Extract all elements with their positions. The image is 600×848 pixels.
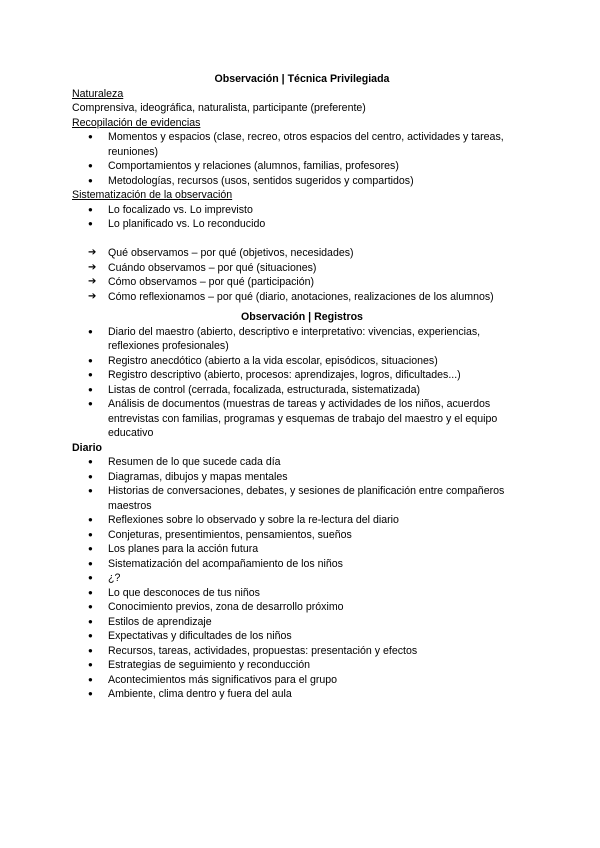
list-item: ● Lo focalizado vs. Lo imprevisto xyxy=(72,203,532,218)
list-item: ● Lo que desconoces de tus niños xyxy=(72,586,532,601)
list-item: ● Expectativas y dificultades de los niños xyxy=(72,629,532,644)
list-item: ● Comportamientos y relaciones (alumnos, familias, profesores) xyxy=(72,159,532,174)
spacer xyxy=(72,232,532,247)
list-registros xyxy=(72,325,532,441)
list-item: ● Listas de control (cerrada, focalizada, estructurada, sistematizada) xyxy=(72,383,532,398)
arrow-item: ➔ Cómo reflexionamos – por qué (diario, anotaciones, realizaciones de los alumnos) xyxy=(72,290,532,305)
list-item: ● Los planes para la acción futura xyxy=(72,542,532,557)
list-recopilacion xyxy=(72,130,532,188)
list-arrows xyxy=(72,246,532,304)
list-diario xyxy=(72,455,532,702)
list-item: ● Conocimiento previos, zona de desarrollo próximo xyxy=(72,600,532,615)
title-observacion-tecnica: Observación | Técnica Privilegiada xyxy=(214,73,390,85)
list-item: ● Historias de conversaciones, debates, y sesiones de planificación entre compañeros maestros xyxy=(72,484,532,513)
list-item: ● Conjeturas, presentimientos, pensamientos, sueños xyxy=(72,528,532,543)
list-item: ● ¿? xyxy=(72,571,532,586)
list-item: ● Momentos y espacios (clase, recreo, otros espacios del centro, actividades y tareas, reuniones) xyxy=(72,130,532,159)
heading-naturaleza: Naturaleza xyxy=(72,87,124,100)
heading-recopilacion: Recopilación de evidencias xyxy=(72,116,201,129)
list-item: ● Diario del maestro (abierto, descriptivo e interpretativo: vivencias, experiencias, reflexiones profesionales) xyxy=(72,325,532,354)
list-item: ● Metodologías, recursos (usos, sentidos sugeridos y compartidos) xyxy=(72,174,532,189)
document-content xyxy=(72,72,532,702)
list-item: ● Diagramas, dibujos y mapas mentales xyxy=(72,470,532,485)
list-item: ● Sistematización del acompañamiento de los niños xyxy=(72,557,532,572)
list-sistematizacion xyxy=(72,203,532,232)
arrow-item: ➔ Qué observamos – por qué (objetivos, necesidades) xyxy=(72,246,532,261)
list-item: ● Resumen de lo que sucede cada día xyxy=(72,455,532,470)
arrow-item: ➔ Cómo observamos – por qué (participación) xyxy=(72,275,532,290)
list-item: ● Ambiente, clima dentro y fuera del aula xyxy=(72,687,532,702)
title-observacion-registros: Observación | Registros xyxy=(241,311,363,323)
list-item: ● Estilos de aprendizaje xyxy=(72,615,532,630)
list-item: ● Recursos, tareas, actividades, propuestas: presentación y efectos xyxy=(72,644,532,659)
list-item: ● Registro anecdótico (abierto a la vida escolar, episódicos, situaciones) xyxy=(72,354,532,369)
heading-diario: Diario xyxy=(72,441,103,454)
list-item: ● Acontecimientos más significativos para el grupo xyxy=(72,673,532,688)
list-item: ● Análisis de documentos (muestras de tareas y actividades de los niños, acuerdos entrevistas con familias, programas y esquemas de trabajo del maestro y el equipo educativo xyxy=(72,397,532,441)
heading-sistematizacion: Sistematización de la observación xyxy=(72,189,233,201)
list-item: ● Estrategias de seguimiento y reconducción xyxy=(72,658,532,673)
list-item: ● Lo planificado vs. Lo reconducido xyxy=(72,217,532,232)
list-item: ● Reflexiones sobre lo observado y sobre la re-lectura del diario xyxy=(72,513,532,528)
list-item: ● Registro descriptivo (abierto, procesos: aprendizajes, logros, dificultades...) xyxy=(72,368,532,383)
text-naturaleza: Comprensiva, ideográfica, naturalista, participante (preferente) xyxy=(72,102,366,114)
arrow-item: ➔ Cuándo observamos – por qué (situaciones) xyxy=(72,261,532,276)
